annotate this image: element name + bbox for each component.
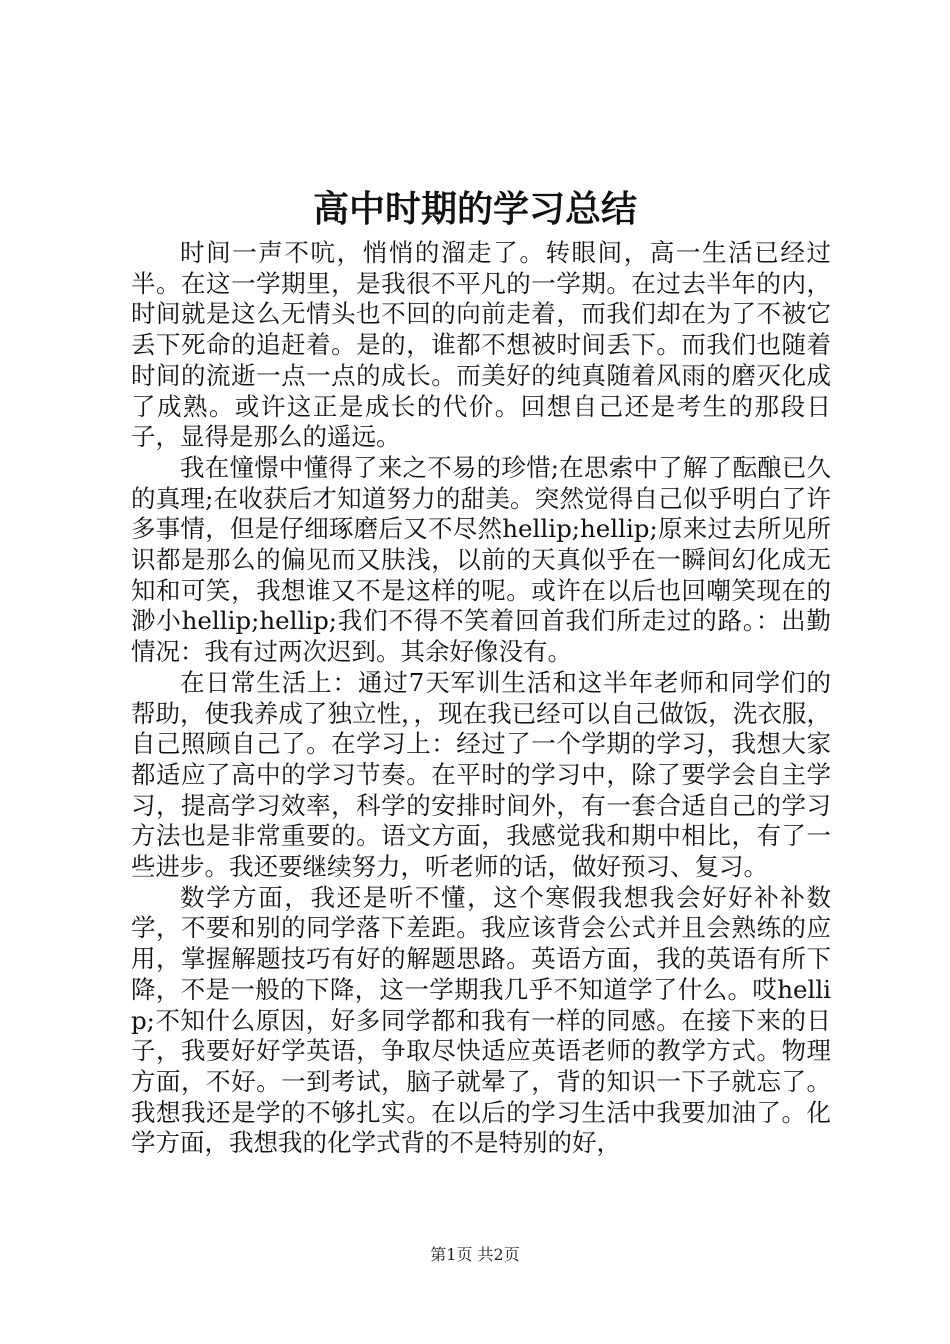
document-body: [131, 238, 831, 1159]
paragraph-4: 数学方面，我还是听不懂，这个寒假我想我会好好补补数学，不要和别的同学落下差距。我应该背会公式并且会熟练的应用，掌握解题技巧有好的解题思路。英语方面，我的英语有所下降，不是一般的下降，这一学期我几乎不知道学了什么。哎hellip;不知什么原因，好多同学都和我有一样的同感。在接下来的日子，我要好好学英语，争取尽快适应英语老师的教学方式。物理方面，不好。一到考试，脑子就晕了，背的知识一下子就忘了。我想我还是学的不够扎实。在以后的学习生活中我要加油了。化学方面，我想我的化学式背的不是特别的好，: [131, 882, 831, 1158]
page-number-footer: 第1页 共2页: [430, 1245, 520, 1264]
paragraph-1: 时间一声不吭，悄悄的溜走了。转眼间，高一生活已经过半。在这一学期里，是我很不平凡的一学期。在过去半年的内，时间就是这么无情头也不回的向前走着，而我们却在为了不被它丢下死命的追赶着。是的，谁都不想被时间丢下。而我们也随着时间的流逝一点一点的成长。而美好的纯真随着风雨的磨灭化成了成熟。或许这正是成长的代价。回想自己还是考生的那段日子，显得是那么的遥远。: [131, 238, 831, 452]
paragraph-3: 在日常生活上：通过7天军训生活和这半年老师和同学们的帮助，使我养成了独立性，，现在我已经可以自己做饭，洗衣服，自己照顾自己了。在学习上：经过了一个学期的学习，我想大家都适应了高中的学习节奏。在平时的学习中，除了要学会自主学习，提高学习效率，科学的安排时间外，有一套合适自己的学习方法也是非常重要的。语文方面，我感觉我和期中相比，有了一些进步。我还要继续努力，听老师的话，做好预习、复习。: [131, 667, 831, 882]
document-title: 高中时期的学习总结: [312, 188, 637, 230]
paragraph-2: 我在憧憬中懂得了来之不易的珍惜;在思索中了解了酝酿已久的真理;在收获后才知道努力的甜美。突然觉得自己似乎明白了许多事情，但是仔细琢磨后又不尽然hellip;hellip;原来过去所见所识都是那么的偏见而又肤浅，以前的天真似乎在一瞬间幻化成无知和可笑，我想谁又不是这样的呢。或许在以后也回嘲笑现在的渺小hellip;hellip;我们不得不笑着回首我们所走过的路。：出勤情况：我有过两次迟到。其余好像没有。: [131, 452, 831, 667]
